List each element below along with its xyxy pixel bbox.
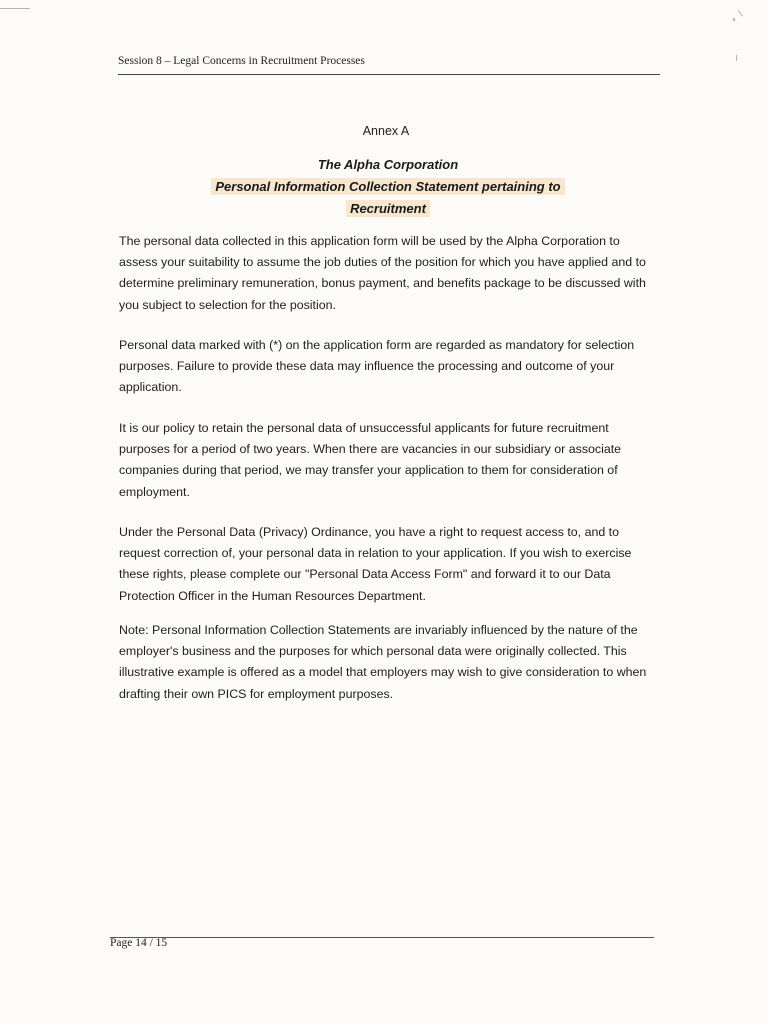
scan-artifact <box>738 10 743 16</box>
paragraph-purpose: The personal data collected in this application form will be used by the Alpha Corporation to assess your suitability to assume the job duties of the position for which you have applied and to determine preliminary remuneration, bonus payment, and benefits package to be discussed with you subject to selection for the position. <box>119 234 646 312</box>
paragraph-note: Note: Personal Information Collection Statements are invariably influenced by the nature of the employer's business and the purposes for which personal data were originally collected. This illustrative example is offered as a model that employers may wish to give consideration to when drafting their own PICS for employment purposes. <box>119 623 647 701</box>
running-header: Session 8 – Legal Concerns in Recruitment Processes <box>118 55 365 67</box>
statement-title-line-1-text: Personal Information Collection Statement pertaining to <box>211 178 564 195</box>
annex-label: Annex A <box>362 124 410 138</box>
statement-title-line-2-text: Recruitment <box>346 200 430 217</box>
statement-title-line-1 <box>0 179 768 194</box>
scan-artifact <box>0 8 30 9</box>
paragraph-retention-policy: It is our policy to retain the personal data of unsuccessful applicants for future recruitment purposes for a period of two years. When there are vacancies in our subsidiary or associate companies during that period, we may transfer your application to them for consideration of employment. <box>119 421 622 499</box>
paragraph-mandatory-data: Personal data marked with (*) on the application form are regarded as mandatory for selection purposes. Failure to provide these data may influence the processing and outcome of your application. <box>119 338 635 395</box>
page-number: Page 14 / 15 <box>110 937 168 949</box>
paragraph-access-rights: Under the Personal Data (Privacy) Ordinance, you have a right to request access to, and to request correction of, your personal data in relation to your application. If you wish to exercise these rights, please complete our "Personal Data Access Form" and forward it to our Data Protection Officer in the Human Resources Department. <box>119 525 632 603</box>
organization-title: The Alpha Corporation <box>317 157 459 172</box>
scan-artifact <box>733 18 735 21</box>
header-rule <box>118 74 660 75</box>
statement-title-line-2 <box>0 201 768 216</box>
scan-artifact <box>736 55 737 61</box>
footer-rule <box>110 937 654 938</box>
